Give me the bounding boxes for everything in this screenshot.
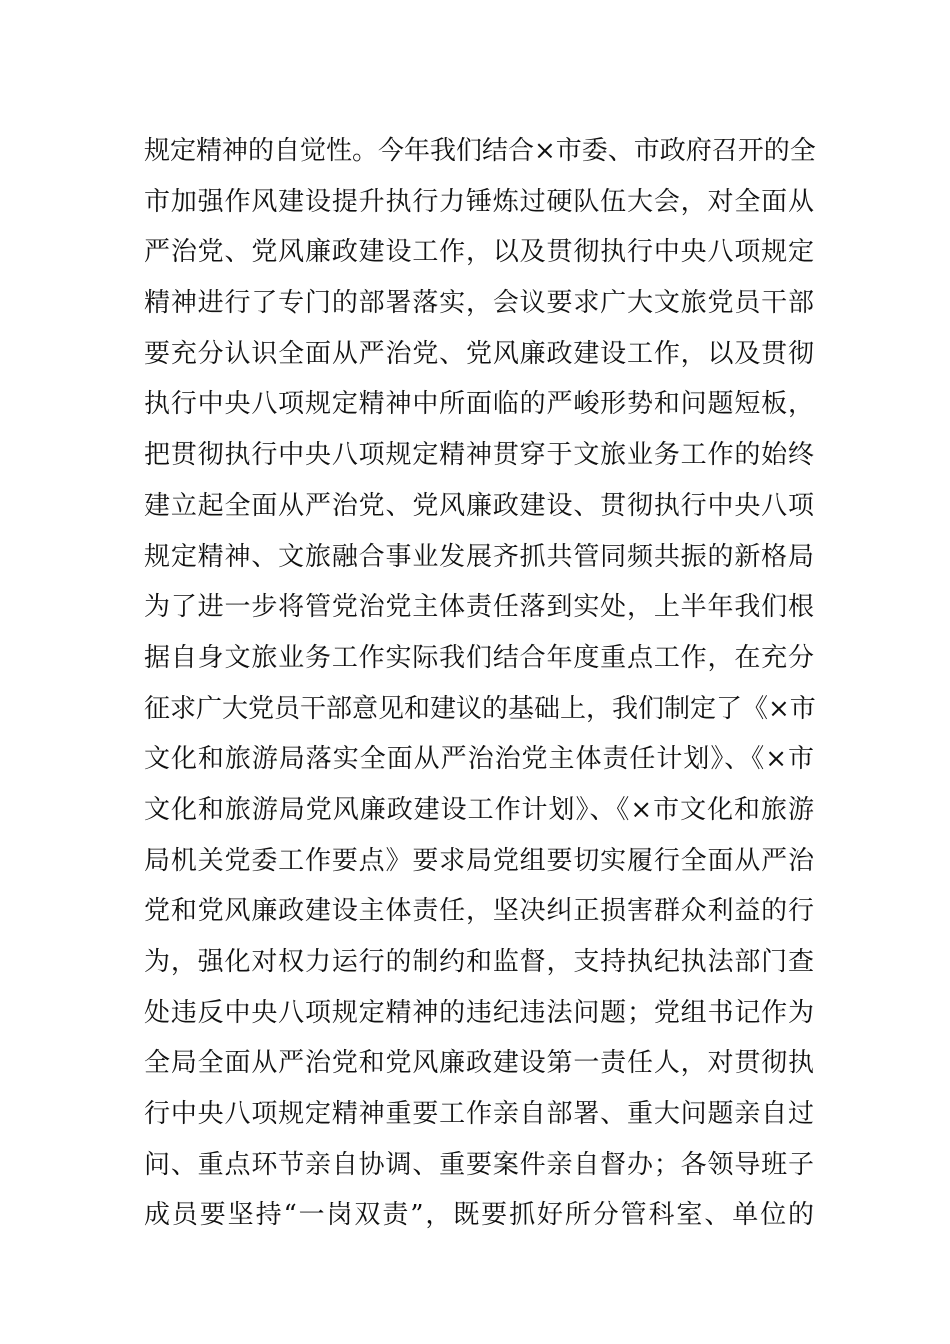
text-line: 要充分认识全面从严治党、党风廉政建设工作，以及贯彻 [144, 338, 814, 369]
text-line: 处违反中央八项规定精神的违纪违法问题；党组书记作为 [144, 997, 814, 1028]
text-line: 严治党、党风廉政建设工作，以及贯彻执行中央八项规定 [144, 237, 814, 268]
text-line: 行中央八项规定精神重要工作亲自部署、重大问题亲自过 [144, 1099, 814, 1130]
text-line: 为，强化对权力运行的制约和监督，支持执纪执法部门查 [144, 947, 814, 977]
text-line: 问、重点环节亲自协调、重要案件亲自督办；各领导班子 [144, 1149, 814, 1180]
body-text [144, 126, 814, 1241]
text-line: 规定精神、文旅融合事业发展齐抓共管同频共振的新格局 [144, 541, 814, 572]
text-line: 建立起全面从严治党、党风廉政建设、贯彻执行中央八项 [144, 490, 814, 521]
text-line: 文化和旅游局党风廉政建设工作计划》、《×市文化和旅游 [144, 794, 814, 825]
text-line: 执行中央八项规定精神中所面临的严峻形势和问题短板， [144, 389, 814, 420]
text-line: 成员要坚持“一岗双责”，既要抓好所分管科室、单位的 [144, 1200, 814, 1231]
text-line: 征求广大党员干部意见和建议的基础上，我们制定了《×市 [144, 693, 816, 724]
text-line: 党和党风廉政建设主体责任，坚决纠正损害群众利益的行 [144, 896, 814, 927]
text-line: 文化和旅游局落实全面从严治治党主体责任计划》、《×市 [144, 744, 814, 775]
text-line: 局机关党委工作要点》要求局党组要切实履行全面从严治 [144, 845, 814, 876]
text-line: 全局全面从严治党和党风廉政建设第一责任人，对贯彻执 [144, 1048, 814, 1079]
text-line: 为了进一步将管党治党主体责任落到实处，上半年我们根 [144, 592, 814, 623]
text-line: 精神进行了专门的部署落实，会议要求广大文旅党员干部 [144, 288, 814, 319]
text-line: 规定精神的自觉性。今年我们结合×市委、市政府召开的全 [144, 136, 816, 166]
text-line: 据自身文旅业务工作实际我们结合年度重点工作，在充分 [144, 642, 814, 673]
text-line: 市加强作风建设提升执行力锤炼过硬队伍大会，对全面从 [144, 186, 814, 217]
text-line: 把贯彻执行中央八项规定精神贯穿于文旅业务工作的始终 [144, 440, 814, 471]
